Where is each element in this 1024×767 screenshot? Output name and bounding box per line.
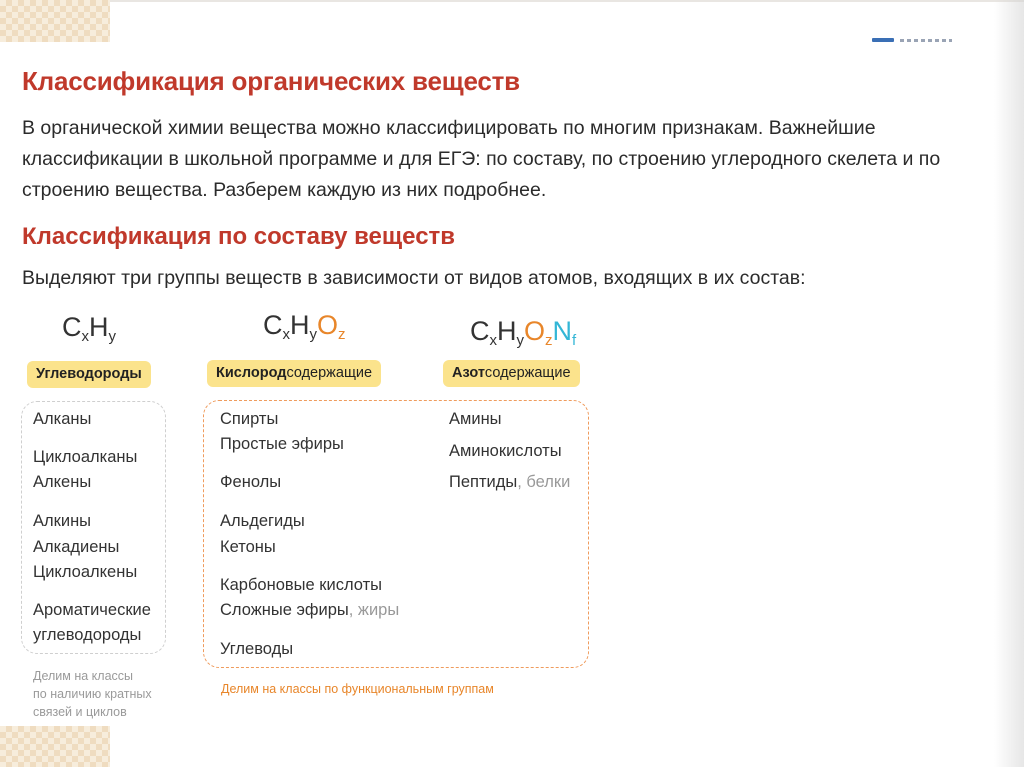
list-item: Циклоалкены	[33, 563, 138, 581]
section-lead: Выделяют три группы веществ в зависимости от видов атомов, входящих в их состав:	[22, 267, 806, 289]
list-item: Карбоновые кислоты	[220, 576, 382, 594]
group-badge-hydrocarbons: Углеводороды	[27, 361, 151, 388]
list-item: Алкадиены	[33, 538, 120, 556]
formula-oxygen-containing: $C_xH_yO_z$	[263, 310, 346, 343]
list-item: Циклоалканы	[33, 448, 138, 466]
group-badge-oxygen: Кислородсодержащие	[207, 360, 381, 387]
note-hydrocarbons: Делим на классы по наличию кратных связей и циклов	[33, 669, 152, 719]
list-item: Ароматические	[33, 601, 151, 619]
corner-decoration-bottom	[0, 726, 110, 767]
top-edge-line	[110, 0, 1024, 2]
section-subtitle: Классификация по составу веществ	[22, 223, 456, 250]
page-title: Классификация органических веществ	[22, 66, 520, 96]
list-item: Простые эфиры	[220, 435, 344, 453]
list-item: Аминокислоты	[449, 442, 562, 460]
group-badge-nitrogen: Азотсодержащие	[443, 360, 580, 387]
publisher-logo-icon	[872, 38, 952, 42]
formula-nitrogen-containing: $C_xH_yO_zN_f$	[470, 316, 577, 349]
list-item: Спирты	[220, 410, 279, 428]
intro-paragraph: В органической химии вещества можно классифицировать по многим признакам. Важнейшие классификации в школьной программе и для ЕГЭ: по составу, по строению углеродного скелета и по строению вещества. Разберем каждую из них подробнее.	[22, 117, 941, 201]
list-item: Углеводы	[220, 640, 294, 658]
list-item: Амины	[449, 410, 502, 428]
list-item: Кетоны	[220, 538, 276, 556]
formula-hydrocarbons: $C_xH_y$	[62, 312, 116, 345]
slide-side-shadow	[994, 0, 1024, 767]
list-item: Пептиды, белки	[449, 473, 571, 491]
list-item: углеводороды	[33, 626, 142, 644]
list-item: Алкины	[33, 512, 92, 530]
corner-decoration-top	[0, 0, 110, 42]
list-item: Алкены	[33, 473, 92, 491]
list-item: Сложные эфиры, жиры	[220, 601, 400, 619]
note-functional-groups: Делим на классы по функциональным группам	[221, 682, 494, 696]
list-item: Альдегиды	[220, 512, 305, 530]
list-item: Алканы	[33, 410, 92, 428]
list-item: Фенолы	[220, 473, 282, 491]
